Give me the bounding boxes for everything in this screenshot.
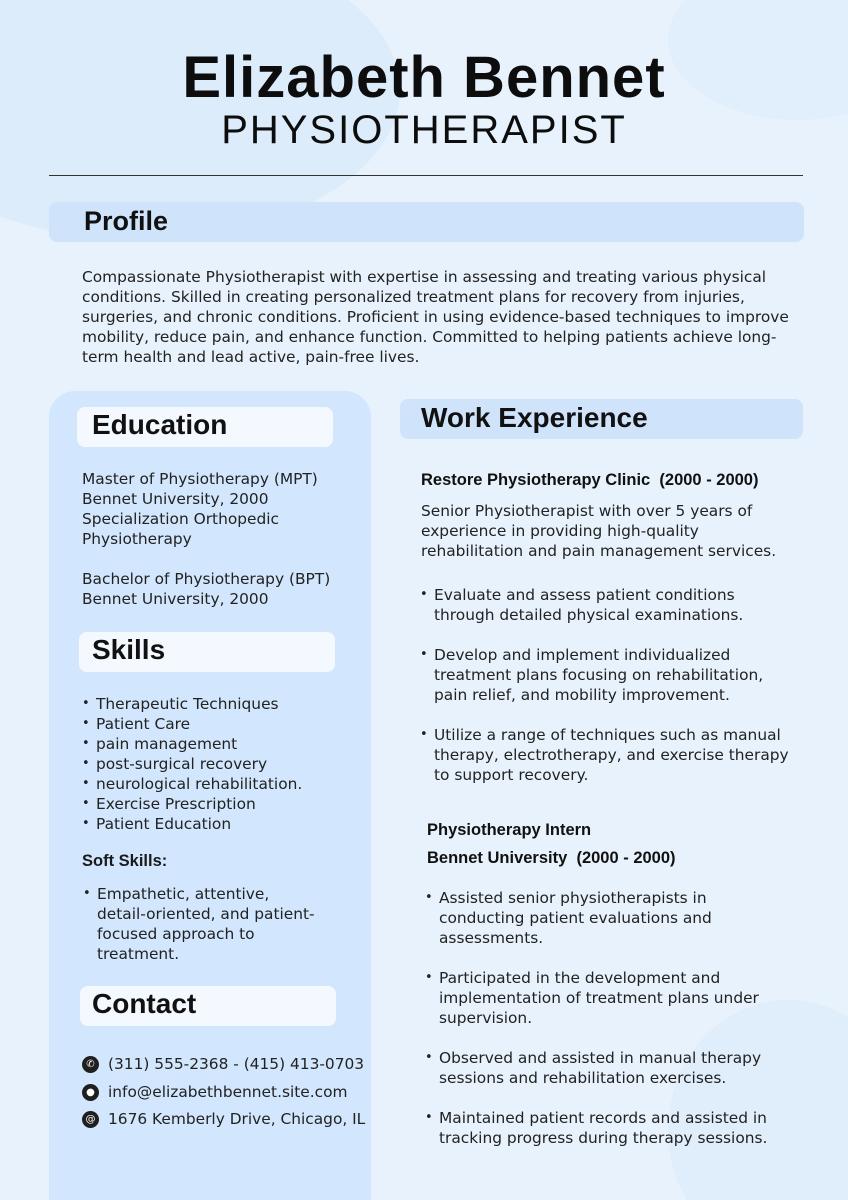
job-bullets (425, 888, 795, 1168)
contact-address-row (82, 1110, 365, 1128)
contact-phone-row (82, 1055, 364, 1073)
education-degree: Bachelor of Physiotherapy (BPT) (82, 570, 331, 588)
education-school: Bennet University, 2000 (82, 590, 269, 608)
education-note: Specialization Orthopedic Physiotherapy (82, 510, 280, 548)
job-bullet: • Evaluate and assess patient conditions through detailed physical examinations. (420, 585, 790, 625)
profile-title: Profile (84, 206, 169, 236)
job-heading: Bennet University (2000 - 2000) (427, 849, 676, 867)
job-title: Physiotherapy Intern (427, 821, 592, 839)
skill-item: • Therapeutic Techniques (82, 694, 352, 714)
education-title: Education (92, 409, 228, 440)
skill-item: • Patient Care (82, 714, 352, 734)
job-bullet: • Develop and implement individualized treatment plans focusing on rehabilitation, pain relief, and mobility improvement. (420, 645, 790, 705)
skill-item: • Patient Education (82, 814, 352, 834)
work-title: Work Experience (421, 402, 648, 433)
profile-text: Compassionate Physiotherapist with expertise in assessing and treating various physical conditions. Skilled in creating personalized treatment plans for recovery from injuries, surgeries, and chronic conditions. Proficient in using evidence-based techniques to improve mobility, reduce pain, and enhance function. Committed to helping patients achieve long-term health and lead active, pain-free lives. (82, 268, 789, 366)
education-entry (82, 569, 352, 609)
job-bullets (420, 585, 790, 805)
job-description: Senior Physiotherapist with over 5 years of experience in providing high-quality rehabilitation and pain management services. (421, 502, 777, 560)
education-school: Bennet University, 2000 (82, 490, 269, 508)
skill-item: • neurological rehabilitation. (82, 774, 352, 794)
education-entry (82, 469, 352, 549)
soft-skills-list (83, 884, 323, 964)
contact-title: Contact (92, 988, 197, 1019)
user-icon: ● (82, 1084, 99, 1101)
job-bullet: • Observed and assisted in manual therapy sessions and rehabilitation exercises. (425, 1048, 795, 1088)
phone-icon: ✆ (82, 1056, 99, 1073)
contact-phone[interactable]: (311) 555-2368 - (415) 413-0703 (108, 1055, 365, 1073)
at-icon: @ (82, 1111, 99, 1128)
job-heading: Restore Physiotherapy Clinic (2000 - 2000) (421, 471, 759, 489)
contact-address: 1676 Kemberly Drive, Chicago, IL (108, 1110, 366, 1128)
skill-item: • Exercise Prescription (82, 794, 352, 814)
candidate-role: PHYSIOTHERAPIST (221, 108, 627, 152)
skill-item: • pain management (82, 734, 352, 754)
education-degree: Master of Physiotherapy (MPT) (82, 470, 318, 488)
skills-list (82, 694, 352, 834)
job-bullet: • Assisted senior physiotherapists in conducting patient evaluations and assessments. (425, 888, 795, 948)
candidate-name: Elizabeth Bennet (182, 45, 666, 110)
contact-email-row (82, 1083, 348, 1101)
job-bullet: • Participated in the development and implementation of treatment plans under supervision. (425, 968, 795, 1028)
soft-skill-item: • Empathetic, attentive, detail-oriented, and patient-focused approach to treatment. (83, 884, 323, 964)
job-bullet: • Maintained patient records and assisted in tracking progress during therapy sessions. (425, 1108, 795, 1148)
skills-title: Skills (92, 634, 166, 665)
soft-skills-title: Soft Skills: (82, 852, 168, 870)
header-divider (49, 175, 803, 176)
contact-email[interactable]: info@elizabethbennet.site.com (108, 1083, 348, 1101)
skill-item: • post-surgical recovery (82, 754, 352, 774)
job-bullet: • Utilize a range of techniques such as manual therapy, electrotherapy, and exercise therapy to support recovery. (420, 725, 790, 785)
